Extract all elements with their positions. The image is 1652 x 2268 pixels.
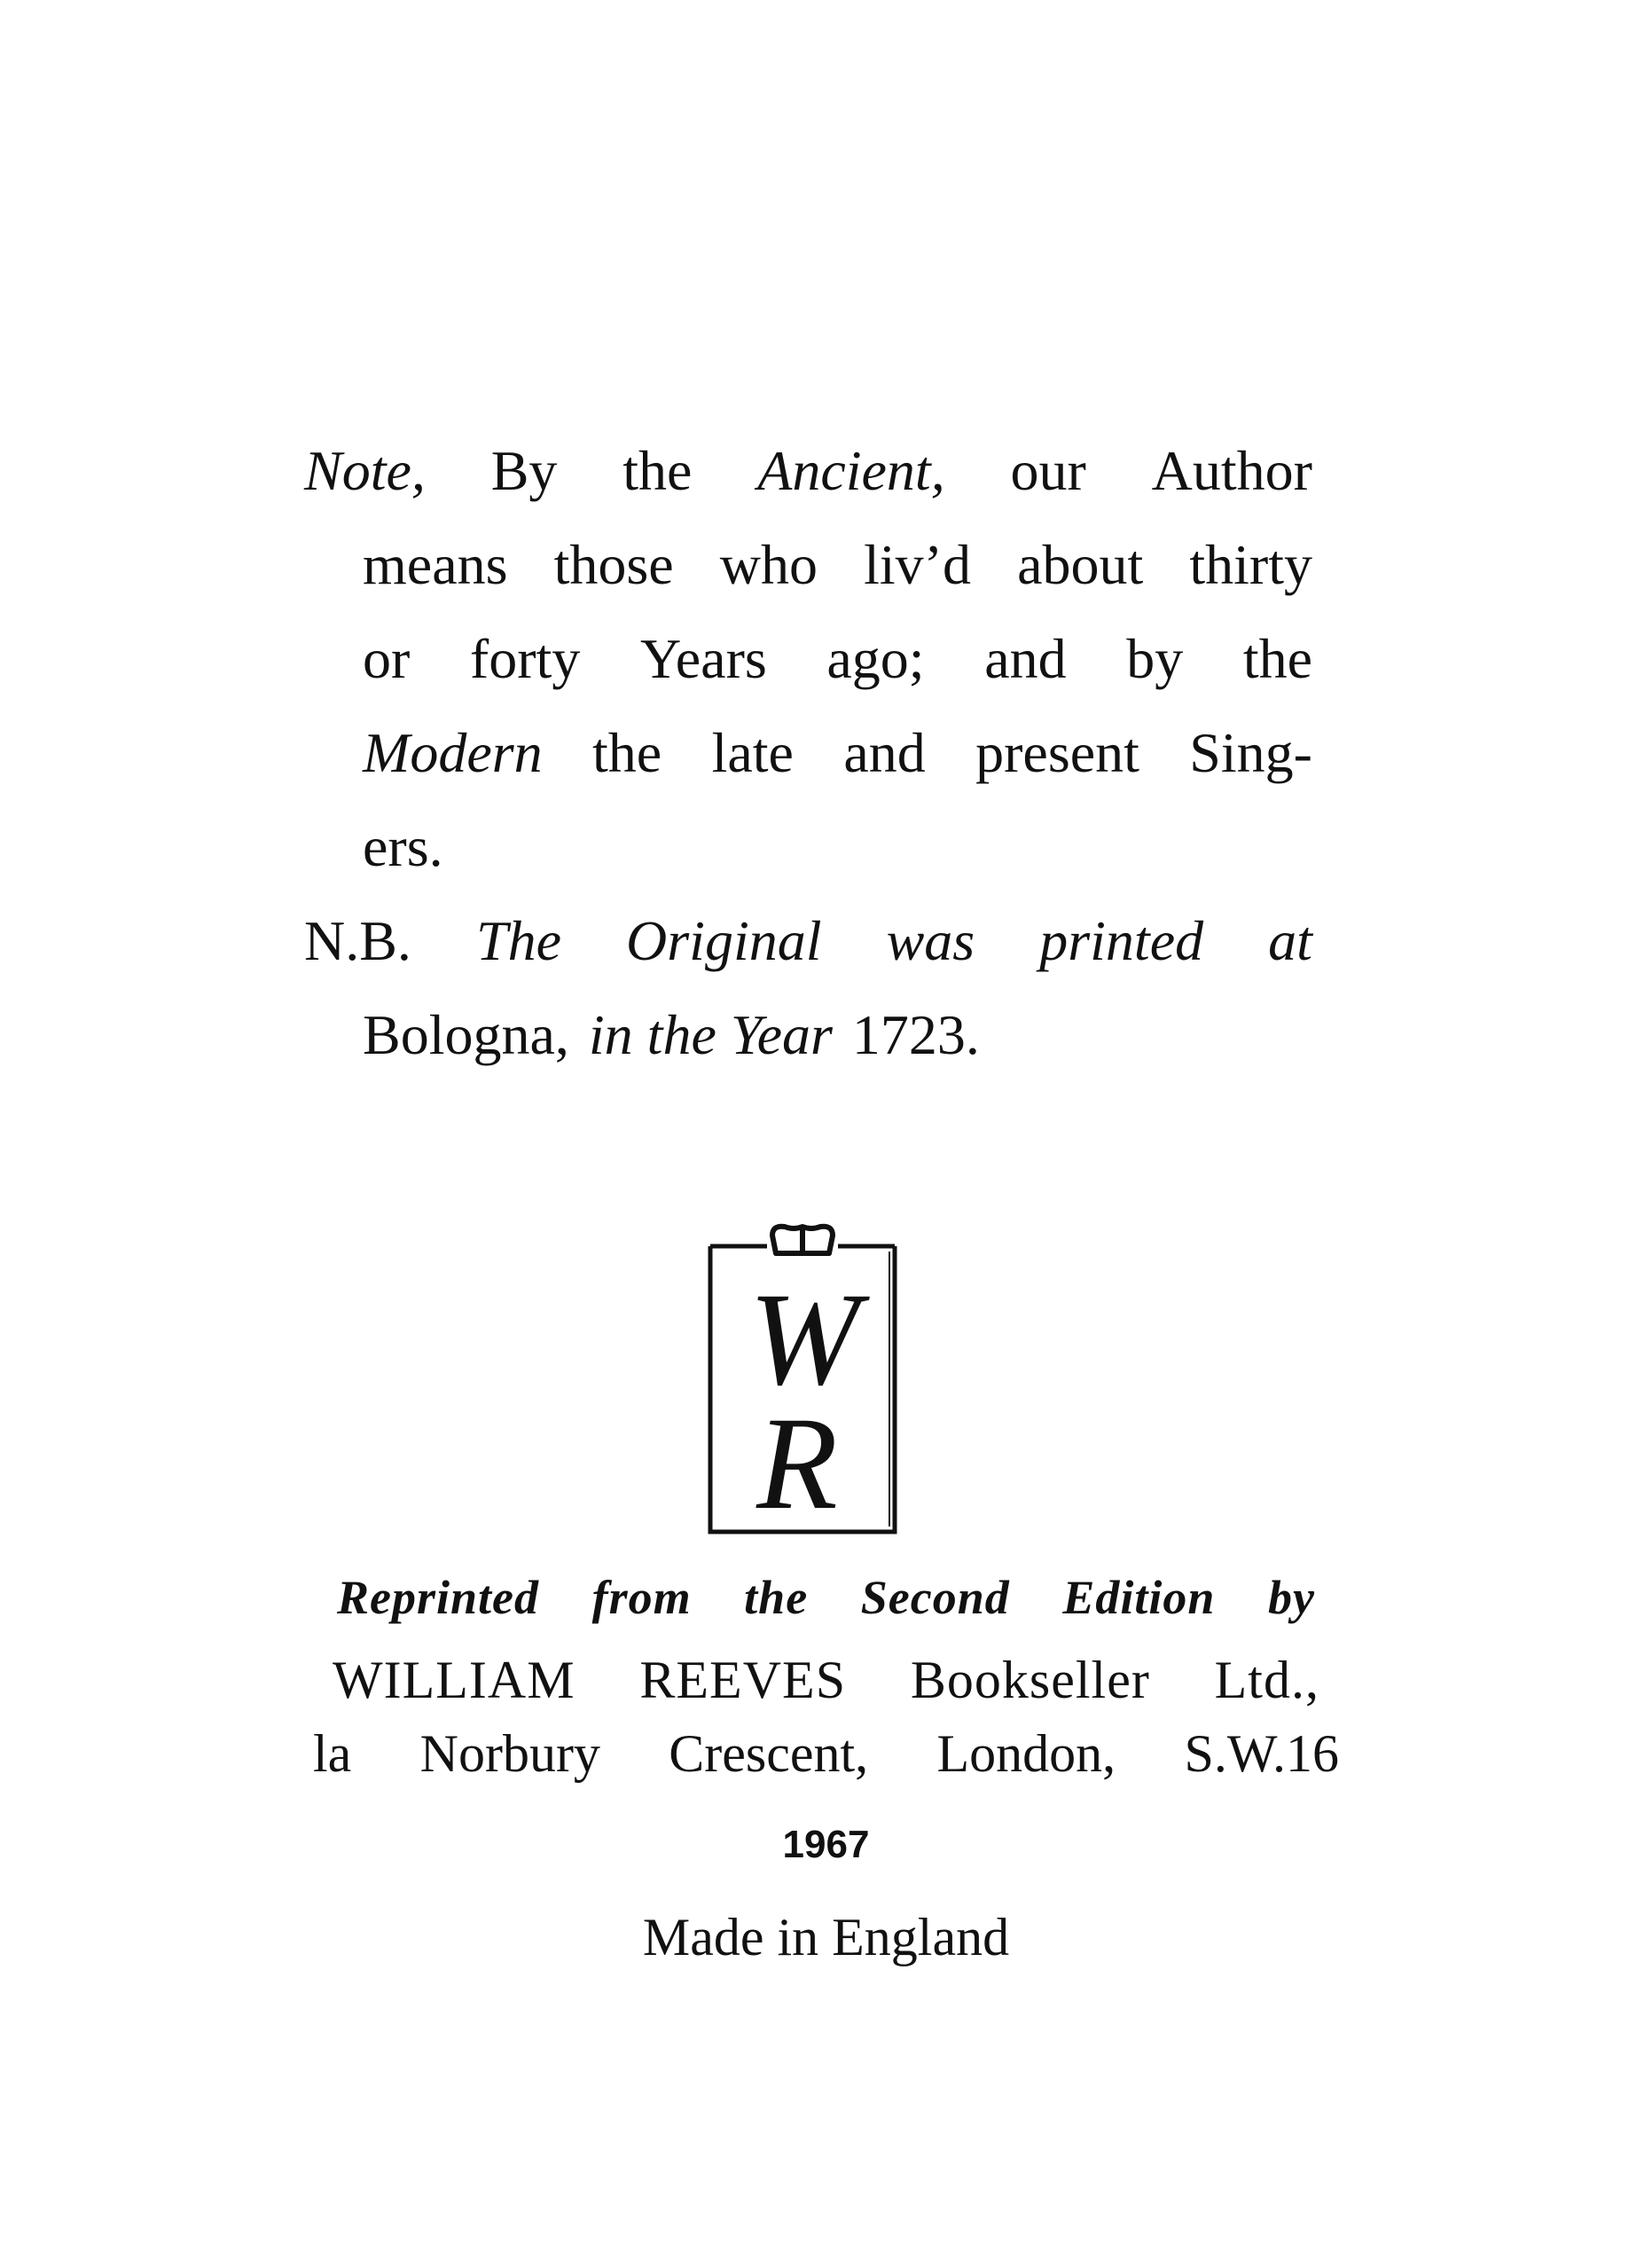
imprint-word: la	[313, 1724, 352, 1783]
note-word: late	[711, 721, 794, 784]
imprint-word: REEVES	[639, 1651, 847, 1709]
note-word: means	[363, 533, 508, 596]
imprint-word: Bookseller	[910, 1651, 1150, 1709]
imprint-word: by	[1267, 1571, 1315, 1624]
note-word: and	[984, 627, 1067, 690]
imprint-word: the	[744, 1571, 809, 1624]
nb-word: Bologna,	[363, 1003, 569, 1066]
imprint-publisher-line	[301, 1650, 1351, 1721]
note-word: the	[592, 721, 662, 784]
crown-monogram-icon	[705, 1220, 900, 1539]
imprint-word: Crescent,	[669, 1724, 869, 1783]
imprint-word: London,	[936, 1724, 1116, 1783]
nb-word: at	[1268, 909, 1312, 972]
note-word: who	[719, 533, 818, 596]
note-line-4	[363, 706, 1312, 800]
note-word: Modern	[363, 721, 543, 784]
imprint-address-line	[301, 1723, 1351, 1794]
note-line-5	[363, 800, 1312, 894]
nb-word: N.B.	[304, 909, 411, 972]
monogram-letter-w: W	[748, 1266, 860, 1413]
imprint-word: Reprinted	[337, 1571, 540, 1624]
imprint-word: Edition	[1062, 1571, 1216, 1624]
note-word: Ancient,	[757, 439, 945, 502]
imprint-word: Ltd.,	[1214, 1651, 1319, 1709]
note-word: the	[1242, 627, 1312, 690]
note-word: ers.	[363, 815, 443, 878]
nb-word: 1723.	[851, 1003, 980, 1066]
imprint-word: WILLIAM	[333, 1651, 575, 1709]
note-word: Note,	[304, 439, 426, 502]
note-word: thirty	[1189, 533, 1312, 596]
nb-word: The	[475, 909, 561, 972]
note-word: Years	[639, 627, 767, 690]
imprint-word: from	[591, 1571, 692, 1624]
nb-word: was	[886, 909, 975, 972]
note-word: liv’d	[864, 533, 971, 596]
note-word: the	[622, 439, 693, 502]
note-word: those	[553, 533, 674, 596]
imprint-year: 1967	[782, 1823, 870, 1866]
note-word: about	[1017, 533, 1144, 596]
note-word: Author	[1151, 439, 1312, 502]
nb-word: printed	[1039, 909, 1204, 972]
note-line-3	[363, 612, 1312, 706]
note-line-1	[304, 424, 1312, 518]
note-line-2	[363, 518, 1312, 612]
note-word: Sing-	[1189, 721, 1312, 784]
note-word: forty	[469, 627, 581, 690]
note-word: our	[1010, 439, 1086, 502]
nb-line-2	[363, 988, 1312, 1082]
note-word: By	[490, 439, 558, 502]
note-word: ago;	[826, 627, 925, 690]
note-word: present	[975, 721, 1139, 784]
imprint-word: Second	[860, 1571, 1010, 1624]
nb-line-1	[304, 894, 1312, 988]
imprint-word: Norbury	[419, 1724, 600, 1783]
note-word: by	[1126, 627, 1184, 690]
imprint-reprinted-line	[301, 1570, 1351, 1632]
note-paragraph	[304, 424, 1312, 1082]
note-word: and	[843, 721, 926, 784]
monogram-letter-r: R	[756, 1390, 838, 1537]
nb-word: Original	[626, 909, 822, 972]
imprint-word: S.W.16	[1184, 1724, 1339, 1783]
imprint-origin: Made in England	[642, 1908, 1010, 1966]
nb-word: in the Year	[588, 1003, 833, 1066]
note-word: or	[363, 627, 411, 690]
